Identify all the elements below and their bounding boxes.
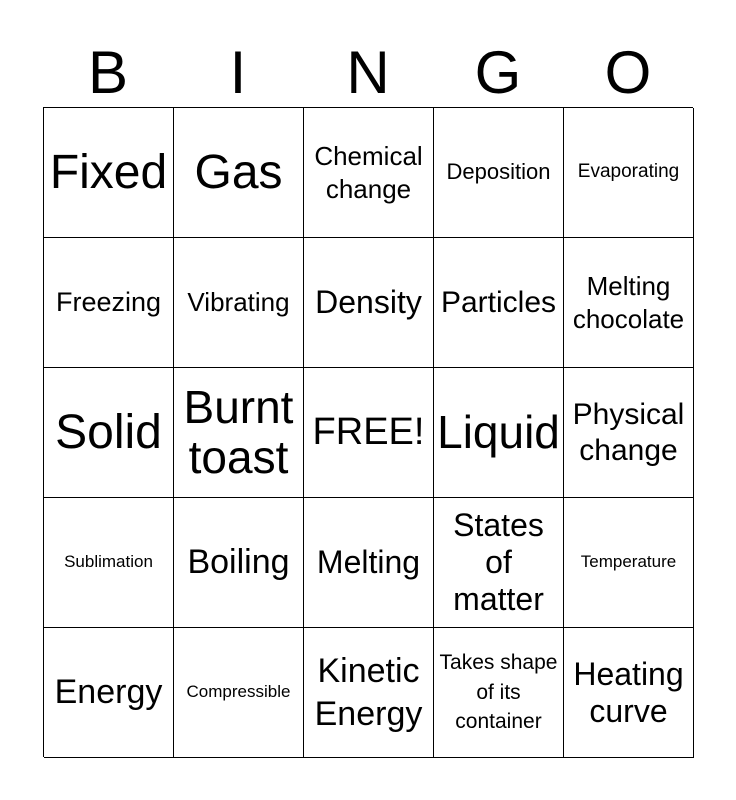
bingo-cell[interactable] [44,628,174,758]
bingo-cell[interactable] [174,368,304,498]
bingo-cell[interactable] [564,108,694,238]
cell-label: Vibrating [187,287,290,318]
bingo-cell[interactable] [304,628,434,758]
cell-label: Energy [54,673,163,712]
cell-label: Fixed [49,145,168,199]
cell-label: Compressible [186,682,291,702]
cell-label: Burnt toast [183,380,294,483]
cell-label: Physical change [572,397,685,467]
cell-label: Sublimation [64,552,153,572]
bingo-cell[interactable] [564,498,694,628]
bingo-cell[interactable] [174,628,304,758]
cell-label: FREE! [312,410,425,453]
header-letter-b: B [87,39,129,106]
cell-label: States of matter [453,507,544,617]
bingo-cell[interactable] [304,498,434,628]
header-letter-o: O [604,39,652,106]
cell-label: Melting [316,544,421,581]
bingo-cell[interactable] [304,108,434,238]
bingo-cell[interactable] [434,498,564,628]
cell-label: Density [315,284,422,321]
cell-label: Deposition [446,159,551,185]
bingo-cell[interactable] [174,498,304,628]
bingo-cell[interactable] [174,108,304,238]
cell-label: Takes shape of its container [439,651,558,734]
bingo-cell[interactable] [44,238,174,368]
cell-label: Solid [55,405,162,459]
bingo-board [43,107,693,757]
cell-label: Gas [194,145,283,199]
bingo-cell[interactable] [434,108,564,238]
cell-label: Melting chocolate [572,271,685,334]
header-letter-i: I [229,39,247,106]
cell-label: Freezing [55,287,162,318]
cell-label: Chemical change [314,141,423,204]
bingo-cell[interactable] [564,238,694,368]
bingo-cell[interactable] [174,238,304,368]
header-letter-n: N [346,39,390,106]
bingo-cell[interactable] [44,108,174,238]
bingo-cell[interactable] [44,498,174,628]
bingo-cell[interactable] [44,368,174,498]
cell-label: Evaporating [577,161,680,183]
bingo-cell[interactable] [434,628,564,758]
bingo-cell[interactable] [564,628,694,758]
cell-label: Liquid [437,405,560,458]
cell-label: Particles [440,285,557,319]
bingo-cell[interactable] [434,368,564,498]
bingo-cell[interactable] [434,238,564,368]
cell-label: Kinetic Energy [314,652,423,733]
cell-label: Heating curve [573,655,684,729]
cell-label: Temperature [580,552,677,572]
header-letter-g: G [474,39,522,106]
bingo-free-space[interactable] [304,368,434,498]
bingo-cell[interactable] [304,238,434,368]
cell-label: Boiling [187,543,290,582]
bingo-header [43,40,693,106]
bingo-cell[interactable] [564,368,694,498]
